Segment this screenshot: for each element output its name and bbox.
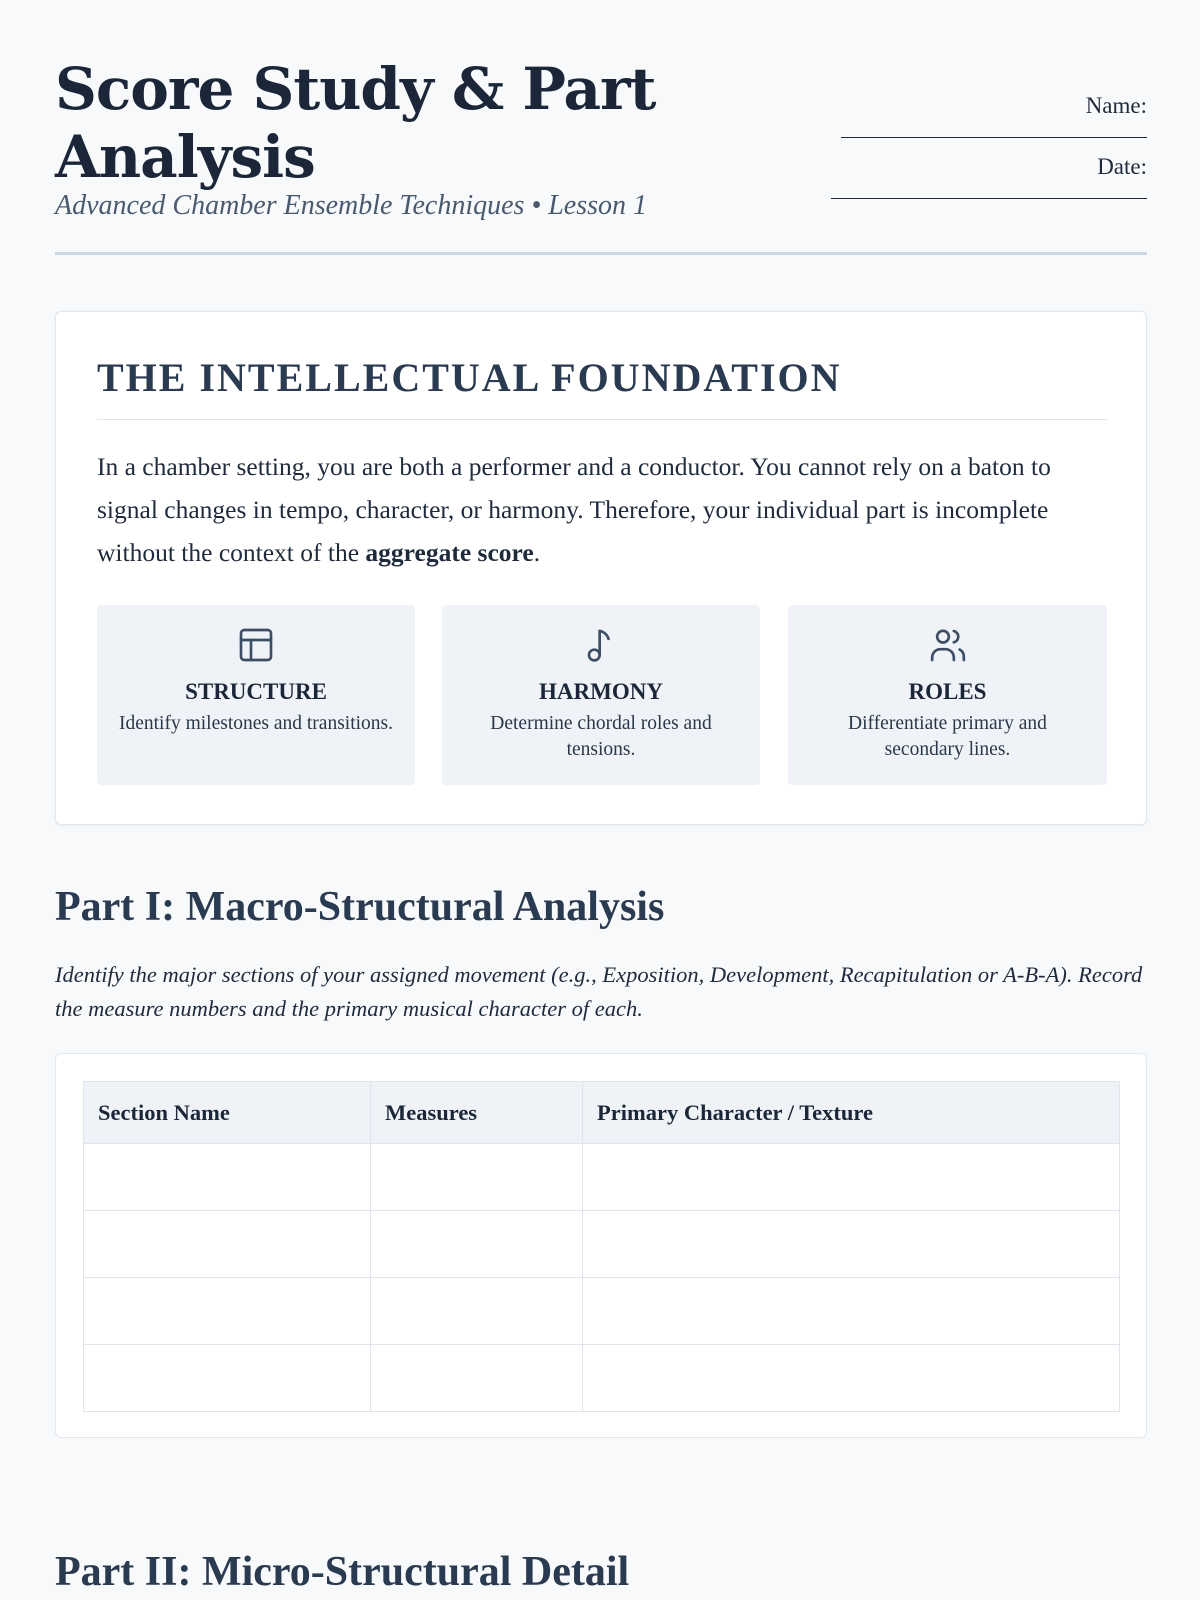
character-cell[interactable] [583, 1211, 1120, 1278]
pillar-list [97, 605, 1107, 785]
column-header-character: Primary Character / Texture [583, 1082, 1120, 1144]
foundation-card [55, 311, 1147, 825]
analysis-table-card [55, 1053, 1147, 1438]
measures-cell[interactable] [371, 1211, 583, 1278]
foundation-heading: THE INTELLECTUAL FOUNDATION [97, 355, 842, 400]
analysis-table [83, 1081, 1120, 1412]
table-row [84, 1144, 1120, 1211]
measures-cell[interactable] [371, 1144, 583, 1211]
pillar-title: STRUCTURE [185, 679, 327, 704]
page-title: Score Study & Part Analysis [55, 55, 656, 191]
column-header-section: Section Name [84, 1082, 371, 1144]
table-row [84, 1278, 1120, 1345]
table-row [84, 1345, 1120, 1412]
worksheet-header [55, 55, 1147, 255]
pillar-description: Identify milestones and transitions. [118, 713, 394, 734]
table-row [84, 1211, 1120, 1278]
name-label: Name: [1085, 93, 1147, 118]
pillar-description: Differentiate primary and secondary lines. [848, 713, 1047, 760]
foundation-text-start: In a chamber setting, you are both a performer and a conductor. You cannot rely on a baton to signal changes in tempo, character, or harmony. Therefore, your individual part is incomplete without the context of the [97, 452, 1051, 567]
section-name-cell[interactable] [84, 1345, 371, 1412]
pillar-title: ROLES [908, 679, 987, 704]
pillar-roles [788, 605, 1107, 785]
pillar-harmony [442, 605, 760, 785]
header-divider [55, 252, 1147, 255]
date-field[interactable] [831, 198, 1147, 199]
foundation-text-bold: aggregate score [365, 538, 534, 567]
character-cell[interactable] [583, 1278, 1120, 1345]
users-icon [928, 625, 968, 665]
column-header-measures: Measures [371, 1082, 583, 1144]
measures-cell[interactable] [371, 1278, 583, 1345]
section-name-cell[interactable] [84, 1144, 371, 1211]
part2-heading: Part II: Micro-Structural Detail [55, 1549, 630, 1595]
foundation-text-end: . [533, 538, 541, 567]
music-note-icon [581, 625, 621, 665]
foundation-divider [97, 419, 1107, 420]
section-name-cell[interactable] [84, 1211, 371, 1278]
name-field[interactable] [841, 137, 1147, 138]
character-cell[interactable] [583, 1345, 1120, 1412]
table-header-row [84, 1082, 1120, 1144]
character-cell[interactable] [583, 1144, 1120, 1211]
page-subtitle: Advanced Chamber Ensemble Techniques • Lesson 1 [55, 190, 648, 221]
student-fields [827, 93, 1147, 215]
measures-cell[interactable] [371, 1345, 583, 1412]
part1-heading: Part I: Macro-Structural Analysis [55, 884, 665, 930]
pillar-structure [97, 605, 415, 785]
foundation-text [97, 445, 1109, 574]
date-label: Date: [1097, 154, 1147, 179]
part1-instructions: Identify the major sections of your assigned movement (e.g., Exposition, Development, Recapitulation or A-B-A). Record the measure numbers and the primary musical character of each. [55, 962, 1143, 1021]
pillar-title: HARMONY [539, 679, 663, 704]
pillar-description: Determine chordal roles and tensions. [490, 713, 712, 760]
layout-icon [236, 625, 276, 665]
section-name-cell[interactable] [84, 1278, 371, 1345]
